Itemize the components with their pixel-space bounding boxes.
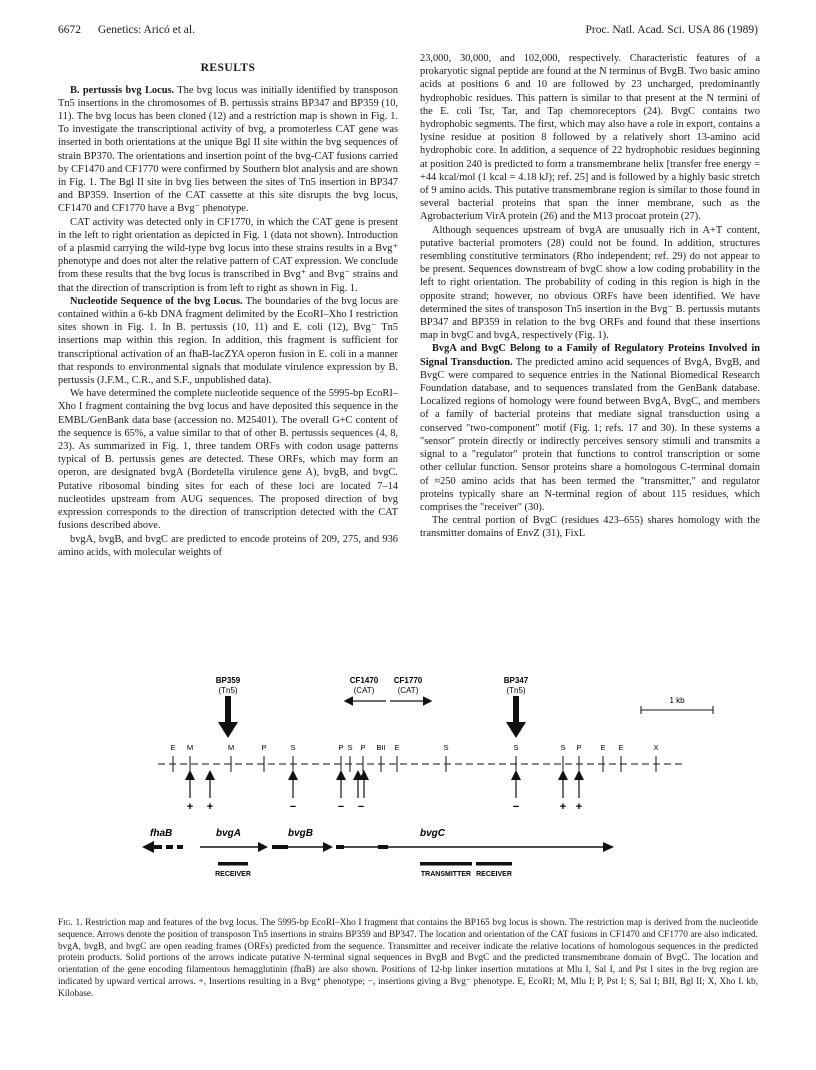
insertion-label: BP359 <box>215 676 241 685</box>
phenotype-sign: − <box>337 801 345 813</box>
restriction-map-line <box>158 756 683 772</box>
tn5-insertion-bp347 <box>504 676 529 738</box>
site-label: M <box>186 743 194 752</box>
site-label: BII <box>376 743 386 752</box>
section-heading: RESULTS <box>200 62 256 74</box>
gene-label-fhab: fhaB <box>150 828 173 839</box>
domain-receiver-bvgc <box>476 862 512 878</box>
figure-caption <box>58 918 758 1001</box>
paragraph-text: The boundaries of the bvg locus are contained within a 6-kb DNA fragment delimited by the EcoRI–Xho I restriction sites shown in Fig. 1. In B. pertussis (10, 11) and E. coli (12), Bvg⁻ Tn5 insertions map within this region. In addition, this fragment is sufficient for transcriptional activation of an fhaB-lacZYA operon fusion in E. coli in a manner that responds to environmental signals that modulate virulence expression by B. pertussis (J.F.M., C.R., and S.F., unpublished data). <box>58 295 398 387</box>
linker-arrow <box>336 770 346 798</box>
bvgc-arrow <box>336 842 614 852</box>
paragraph <box>420 342 760 514</box>
bvga-arrow <box>200 842 268 852</box>
gene-labels <box>150 828 446 839</box>
phenotype-sign: − <box>289 801 297 813</box>
linker-arrow <box>288 770 298 798</box>
right-column <box>420 52 760 541</box>
cat-sublabel: (CAT) <box>353 686 375 695</box>
signal-sequence-bvgb <box>272 845 288 849</box>
site-label: S <box>347 743 353 752</box>
linker-arrow <box>353 770 363 798</box>
insertion-sublabel: (Tn5) <box>506 686 526 695</box>
phenotype-sign: + <box>559 801 567 813</box>
site-label: X <box>653 743 659 752</box>
caption-text: Restriction map and features of the bvg locus. The 5995-bp EcoRI–Xho I fragment that contains the BP165 bvg locus is shown. The restriction map is derived from the nucleotide sequence. Arrows denote the position of transposon Tn5 insertions in strains BP359 and BP347. The location and orientation of the CAT fusions in CF1470 and CF1770 are also indicated. bvgA, bvgB, and bvgC are open reading frames (ORFs) predicted from the sequence. Transmitter and receiver indicate the relative locations of homologous sequences in the predicted protein products. Solid portions of the arrows indicate putative N-terminal signal sequences in BvgB and BvgC and the predicted transmembrane domain of BvgC. The location and orientation of the gene encoding filamentous hemagglutinin (fhaB) are also shown. Positions of 12-bp linker insertion mutations at Mlu I, Sal I, and Pst I sites in the bvg region are indicated by upward vertical arrows. +, Insertions resulting in a Bvg⁺ phenotype; −, insertions giving a Bvg⁻ phenotype. E, EcoRI; M, Mlu I; P, Pst I; S, Sal I; BII, Bgl II; X, Xho I. kb, Kilobase. <box>58 918 758 999</box>
domain-label: RECEIVER <box>215 871 251 878</box>
linker-arrow <box>558 770 568 798</box>
site-label: M <box>227 743 235 752</box>
linker-arrow <box>185 770 195 798</box>
insertion-sublabel: (Tn5) <box>218 686 238 695</box>
gene-label-bvgb: bvgB <box>288 828 313 839</box>
run-in-heading: BvgA and BvgC Belong to a Family of Regulatory Proteins Involved in Signal Transduction. <box>420 343 760 368</box>
site-label: P <box>576 743 582 752</box>
running-header <box>58 24 758 40</box>
insertion-arrow-shaft <box>225 696 231 722</box>
site-label: P <box>261 743 267 752</box>
phenotype-sign: − <box>357 801 365 813</box>
left-column <box>58 58 398 559</box>
linker-arrow <box>511 770 521 798</box>
insertion-arrow-head <box>218 722 238 738</box>
caption-lead: Fig. 1. <box>58 918 83 928</box>
page-number: 6672 <box>58 24 81 36</box>
domain-transmitter-bvgc <box>420 862 472 878</box>
site-label: S <box>443 743 449 752</box>
cat-label: CF1770 <box>393 676 423 685</box>
gene-label-bvga: bvgA <box>216 828 241 839</box>
paragraph <box>58 84 398 216</box>
transmembrane-domain <box>378 845 388 849</box>
gene-label-bvgc: bvgC <box>420 828 445 839</box>
insertion-arrow-shaft <box>513 696 519 722</box>
running-title-left: Genetics: Aricó et al. <box>97 24 195 36</box>
signal-sequence-bvgc <box>336 845 344 849</box>
phenotype-sign: − <box>512 801 520 813</box>
linker-arrow <box>574 770 584 798</box>
domain-label: TRANSMITTER <box>420 871 472 878</box>
site-label: P <box>338 743 344 752</box>
site-label: E <box>394 743 400 752</box>
bvgb-arrow <box>272 842 333 852</box>
linker-insertion-arrows <box>185 770 584 798</box>
paragraph: The central portion of BvgC (residues 423–655) shares homology with the transmitter domains of EnvZ (31), FixL <box>420 515 760 540</box>
header-left <box>58 24 195 36</box>
paragraph-text: The bvg locus was initially identified by transposon Tn5 insertions in the chromosomes of B. pertussis strains BP347 and BP359 (10, 11). The bvg locus has been cloned (12) and a restriction map is shown in Fig. 1. To investigate the transcriptional activity of bvg, a promoterless CAT gene was inserted in both orientations at the unique Bgl II site within the bvg sequences of strain BP370. The orientations and insertion point of the bvg-CAT fusions carried by CF1470 and CF1770 were confirmed by Southern blot analysis and are shown in Fig. 1. The Bgl II site in bvg lies between the sites of Tn5 insertion in BP347 and BP359. Insertion of the CAT cassette at this site disrupts the bvg locus, CF1470 and CF1770 have a Bvg⁻ phenotype. <box>58 84 398 215</box>
site-label: S <box>290 743 296 752</box>
cat-label: CF1470 <box>349 676 379 685</box>
cat-fusion-cf1470 <box>346 676 386 701</box>
site-label: E <box>600 743 606 752</box>
cat-sublabel: (CAT) <box>397 686 419 695</box>
domain-label: RECEIVER <box>476 871 512 878</box>
paragraph: We have determined the complete nucleotide sequence of the 5995-bp EcoRI–Xho I fragment containing the bvg locus and have deposited this sequence in the EMBL/GenBank data base (accession no. M25401). The overall G+C content of the sequence is 65%, a value similar to that of other B. pertussis sequences (4, 8, 23). As summarized in Fig. 1, three tandem ORFs with codon usage patterns typical of B. pertussis genes are detected. These ORFs, which may form an operon, are designated bvgA (Bordetella virulence gene A), bvgB, and bvgC. Putative ribosomal binding sites for each of these loci are located 7–14 nucleotides upstream from AUG sequences. The proposed direction of bvg expression corresponds to the direction of transcription detected with the CAT fusions described above. <box>58 388 398 532</box>
paragraph: 23,000, 30,000, and 102,000, respectively. Characteristic features of a prokaryotic signal peptide are found at the N terminus of BvgB. Two basic amino acids at positions 6 and 10 are followed by 23 uncharged, predominantly hydrophobic residues. This pattern is similar to that present at the N termini of the E. coli Tsr, Tar, and Tap chemoreceptors (24). BvgC contains two hydrophobic segments. The first, which may also have a role in export, contains a lysine residue at position 8 followed by a relatively short 13-amino acid hydrophobic core. In addition, a sequence of 22 hydrophobic residues beginning at position 240 is predicted to form a transmembrane helix [transfer free energy = +44 kcal/mol (1 kcal = 4.18 kJ); ref. 25] and is followed by a highly basic stretch of 9 amino acids. This putative transmembrane region is similar to those found in several bacterial proteins that span the inner membrane, such as the Agrobacterium VirA protein (26) and the M13 procoat protein (27). <box>420 53 760 223</box>
insertion-arrow-head <box>506 722 526 738</box>
run-in-heading: B. pertussis bvg Locus. <box>70 84 175 96</box>
cat-fusion-cf1770 <box>390 676 430 701</box>
restriction-site-labels <box>170 743 658 752</box>
site-label: E <box>618 743 624 752</box>
running-title-right: Proc. Natl. Acad. Sci. USA 86 (1989) <box>585 24 758 36</box>
run-in-heading: Nucleotide Sequence of the bvg Locus. <box>70 295 243 307</box>
phenotype-sign: + <box>186 801 194 813</box>
tn5-insertion-bp359 <box>216 676 241 738</box>
paragraph: CAT activity was detected only in CF1770, in which the CAT gene is present in the left to right orientation as depicted in Fig. 1 (data not shown). Introduction of a plasmid carrying the wild-type bvg locus into these strains results in a Bvg⁺ phenotype and does not alter the relative pattern of CAT expression. We conclude from these results that the bvg locus is transcribed in Bvg⁺ and Bvg⁻ strains and that the direction of transcription is from left to right as shown in Fig. 1. <box>58 216 398 294</box>
linker-arrow <box>359 770 369 798</box>
paragraph: Although sequences upstream of bvgA are unusually rich in A+T content, putative bacterial promoters (28) could not be found. In addition, structures resembling constitutive terminators (Rho independent; ref. 29) do not appear to be present. Sequences downstream of bvgC show a low coding probability in the left to right orientation. The probability of coding in this region is high in the opposite strand; however, no obvious ORFs have been identified. We have determined the sites of transposon Tn5 insertion in the Bvg⁻ B. pertussis mutants BP347 and BP359 in relation to the bvg ORFs and found that these insertions map in bvgC and bvgA, respectively (Fig. 1). <box>420 224 760 342</box>
site-label: P <box>360 743 366 752</box>
site-label: E <box>170 743 176 752</box>
paragraph: bvgA, bvgB, and bvgC are predicted to encode proteins of 209, 275, and 936 amino acids, with molecular weights of <box>58 533 398 558</box>
domain-receiver-bvga <box>215 862 251 878</box>
insertion-label: BP347 <box>503 676 529 685</box>
scale-bar <box>641 696 713 714</box>
site-label: S <box>560 743 566 752</box>
phenotype-sign: + <box>206 801 214 813</box>
phenotype-signs <box>187 801 582 813</box>
scale-label: 1 kb <box>669 696 685 705</box>
linker-arrow <box>205 770 215 798</box>
site-label: S <box>513 743 519 752</box>
paragraph-text: The predicted amino acid sequences of BvgA, BvgB, and BvgC were compared to sequence entries in the National Biomedical Research Foundation database, and to sequences translated from the GenBank database. Localized regions of homology were found between BvgA, BvgC, and members of a family of bacterial proteins that mediate signal transduction using a conserved "two-component" motif (Fig. 1; refs. 17 and 30). In these systems a "sensor" protein directly or indirectly perceives sensory stimuli and transmits a signal to a "regulator" protein that functions to control transcription or some other cellular function. Sensor proteins share a homologous C-terminal domain of ≈250 amino acids that has been termed the "transmitter," and regulator proteins typically share an N-terminal region of about 115 residues, which comprises the "receiver" (30). <box>420 356 760 513</box>
phenotype-sign: + <box>575 801 583 813</box>
paragraph <box>58 295 398 387</box>
fhab-arrow <box>142 841 183 853</box>
